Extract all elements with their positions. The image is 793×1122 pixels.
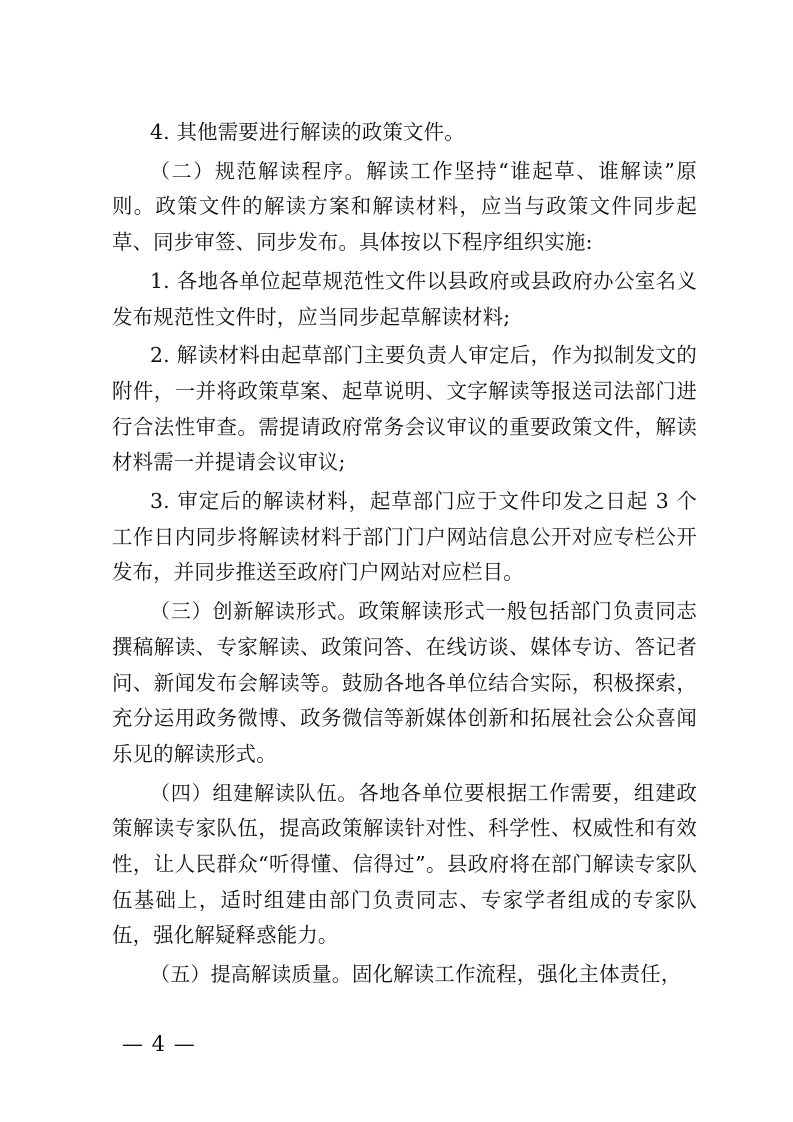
section-heading: （二）规范解读程序。 xyxy=(150,158,367,183)
paragraph-text: 固化解读工作流程，强化主体责任， xyxy=(352,962,682,987)
paragraph-step-2 xyxy=(112,338,697,481)
paragraph-text: 1. 各地各单位起草规范性文件以县政府或县政府办公室名义发布规范性文件时，应当同步起草解读材料; xyxy=(112,268,697,329)
section-heading: （三）创新解读形式。 xyxy=(150,599,359,624)
paragraph-text: 解读工作坚持“谁起草、谁解读”原则。政策文件的解读方案和解读材料，应当与政策文件同步起草、同步审签、同步发布。具体按以下程序组织实施: xyxy=(112,158,697,255)
section-4-paragraph xyxy=(112,776,697,955)
paragraph-item-4 xyxy=(112,115,697,151)
paragraph-text: 政策解读形式一般包括部门负责同志撰稿解读、专家解读、政策问答、在线访谈、媒体专访、答记者问、新闻发布会解读等。鼓励各地各单位结合实际，积极探索，充分运用政务微博、政务微信等新媒体创新和拓展社会公众喜闻乐见的解读形式。 xyxy=(112,599,697,766)
section-3-paragraph xyxy=(112,594,697,773)
document-body xyxy=(112,115,697,993)
paragraph-text: 3. 审定后的解读材料，起草部门应于文件印发之日起 3 个工作日内同步将解读材料于部门门户网站信息公开对应专栏公开发布，并同步推送至政府门户网站对应栏目。 xyxy=(112,489,697,585)
paragraph-step-3 xyxy=(112,484,697,591)
section-heading: （四）组建解读队伍。 xyxy=(150,780,359,805)
section-heading: （五）提高解读质量。 xyxy=(150,962,352,987)
section-5-paragraph xyxy=(112,957,697,993)
paragraph-text: 2. 解读材料由起草部门主要负责人审定后，作为拟制发文的附件，一并将政策草案、起草说明、文字解读等报送司法部门进行合法性审查。需提请政府常务会议审议的重要政策文件，解读材料需一并提请会议审议; xyxy=(112,343,697,475)
page-number: — 4 — xyxy=(122,1032,196,1056)
section-2-paragraph xyxy=(112,154,697,261)
paragraph-step-1 xyxy=(112,264,697,335)
paragraph-text: 4. 其他需要进行解读的政策文件。 xyxy=(150,120,465,144)
paragraph-text: 各地各单位要根据工作需要，组建政策解读专家队伍，提高政策解读针对性、科学性、权威性和有效性，让人民群众“听得懂、信得过”。县政府将在部门解读专家队伍基础上，适时组建由部门负责同志、专家学者组成的专家队伍，强化解疑释惑能力。 xyxy=(112,780,697,948)
